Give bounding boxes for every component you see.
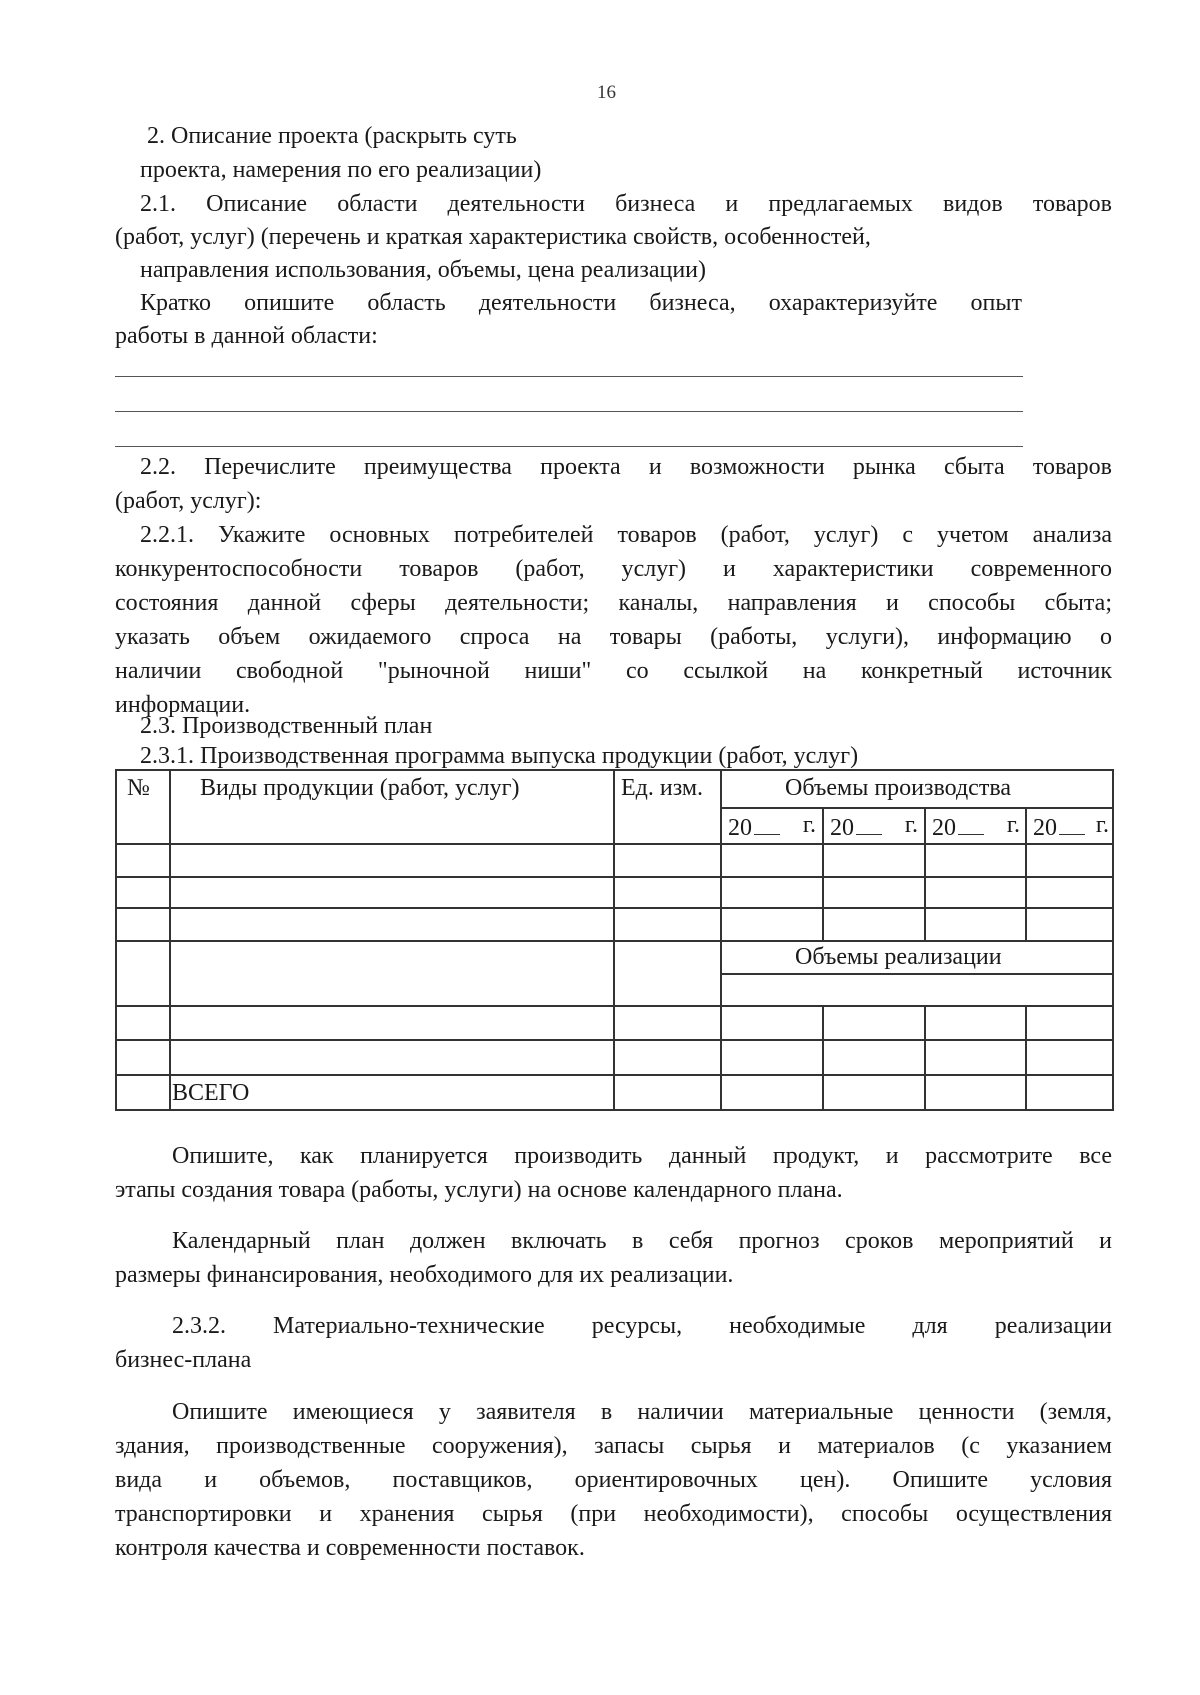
year-suffix: г. [1095, 812, 1109, 838]
table-sales-header-line [720, 973, 1113, 975]
paragraph-resources-line5: контроля качества и современности поставок. [115, 1535, 585, 1561]
section-2-2-1-line2: конкурентоспособности товаров (работ, услуг) и характеристики современного [115, 556, 1112, 582]
table-year-3 [932, 810, 1020, 843]
table-year-2 [830, 810, 918, 843]
table-header-volume: Объемы производства [785, 775, 1011, 801]
section-2-3-1-title: 2.3.1. Производственная программа выпуска продукции (работ, услуг) [140, 743, 859, 769]
table-year-col-line [822, 807, 824, 940]
page-number: 16 [597, 82, 616, 103]
year-blank [1059, 810, 1085, 835]
year-prefix: 20 [830, 815, 854, 841]
year-prefix: 20 [1033, 815, 1057, 841]
table-sales-header: Объемы реализации [795, 944, 1002, 970]
paragraph-production-line2: этапы создания товара (работы, услуги) на основе календарного плана. [115, 1177, 843, 1203]
table-year-col-line [1025, 807, 1027, 940]
section-2-1-prompt-line1: Кратко опишите область деятельности бизнеса, охарактеризуйте опыт [140, 290, 1022, 316]
table-header-number: № [127, 775, 150, 801]
year-prefix: 20 [932, 815, 956, 841]
table-header-kind: Виды продукции (работ, услуг) [200, 775, 520, 801]
year-blank [856, 810, 882, 835]
section-2-3-2-line1: 2.3.2. Материально-технические ресурсы, необходимые для реализации [172, 1313, 1112, 1339]
production-table [115, 769, 1113, 1111]
section-2-1-line1: 2.1. Описание области деятельности бизнеса и предлагаемых видов товаров [140, 191, 1112, 217]
table-border-right [1112, 769, 1114, 1111]
paragraph-resources-line4: транспортировки и хранения сырья (при необходимости), способы осуществления [115, 1501, 1112, 1527]
year-prefix: 20 [728, 815, 752, 841]
paragraph-resources-line1: Опишите имеющиеся у заявителя в наличии материальные ценности (земля, [172, 1399, 1112, 1425]
year-suffix: г. [802, 812, 816, 838]
section-2-3-title: 2.3. Производственный план [140, 713, 433, 739]
table-year-col-line [822, 1005, 824, 1109]
year-suffix: г. [1006, 812, 1020, 838]
year-blank [754, 810, 780, 835]
section-2-title-line1: 2. Описание проекта (раскрыть суть [147, 123, 517, 149]
table-year-col-line [924, 807, 926, 940]
paragraph-calendar-line2: размеры финансирования, необходимого для их реализации. [115, 1262, 734, 1288]
answer-line-1 [115, 376, 1023, 377]
paragraph-production-line1: Опишите, как планируется производить данный продукт, и рассмотрите все [172, 1143, 1112, 1169]
section-2-2-1-line4: указать объем ожидаемого спроса на товары (работы, услуги), информацию о [115, 624, 1112, 650]
table-year-4 [1033, 810, 1109, 843]
paragraph-resources-line2: здания, производственные сооружения), запасы сырья и материалов (с указанием [115, 1433, 1112, 1459]
section-2-2-1-line6: информации. [115, 692, 251, 718]
table-year-1 [728, 810, 816, 843]
table-year-col-line [1025, 1005, 1027, 1109]
section-2-3-2-line2: бизнес-плана [115, 1347, 252, 1373]
table-header-unit: Ед. изм. [621, 775, 704, 801]
section-2-title-line2: проекта, намерения по его реализации) [140, 157, 542, 183]
section-2-2-1-line1: 2.2.1. Укажите основных потребителей товаров (работ, услуг) с учетом анализа [140, 522, 1112, 548]
section-2-1-line3: направления использования, объемы, цена реализации) [140, 257, 706, 283]
table-subheader-line [720, 807, 1113, 809]
year-suffix: г. [904, 812, 918, 838]
paragraph-calendar-line1: Календарный план должен включать в себя прогноз сроков мероприятий и [172, 1228, 1112, 1254]
table-col-line [613, 769, 615, 1111]
answer-line-2 [115, 411, 1023, 412]
answer-line-3 [115, 446, 1023, 447]
section-2-2-line2: (работ, услуг): [115, 488, 262, 514]
section-2-2-line1: 2.2. Перечислите преимущества проекта и возможности рынка сбыта товаров [140, 454, 1112, 480]
paragraph-resources-line3: вида и объемов, поставщиков, ориентировочных цен). Опишите условия [115, 1467, 1112, 1493]
table-col-line [169, 769, 171, 1111]
table-year-col-line [924, 1005, 926, 1109]
section-2-2-1-line3: состояния данной сферы деятельности; каналы, направления и способы сбыта; [115, 590, 1112, 616]
table-col-line [720, 769, 722, 1111]
table-border-left [115, 769, 117, 1111]
section-2-1-prompt-line2: работы в данной области: [115, 323, 378, 349]
section-2-2-1-line5: наличии свободной "рыночной ниши" со ссылкой на конкретный источник [115, 658, 1112, 684]
section-2-1-line2: (работ, услуг) (перечень и краткая характеристика свойств, особенностей, [115, 224, 871, 250]
table-total-label: ВСЕГО [172, 1080, 250, 1106]
year-blank [958, 810, 984, 835]
